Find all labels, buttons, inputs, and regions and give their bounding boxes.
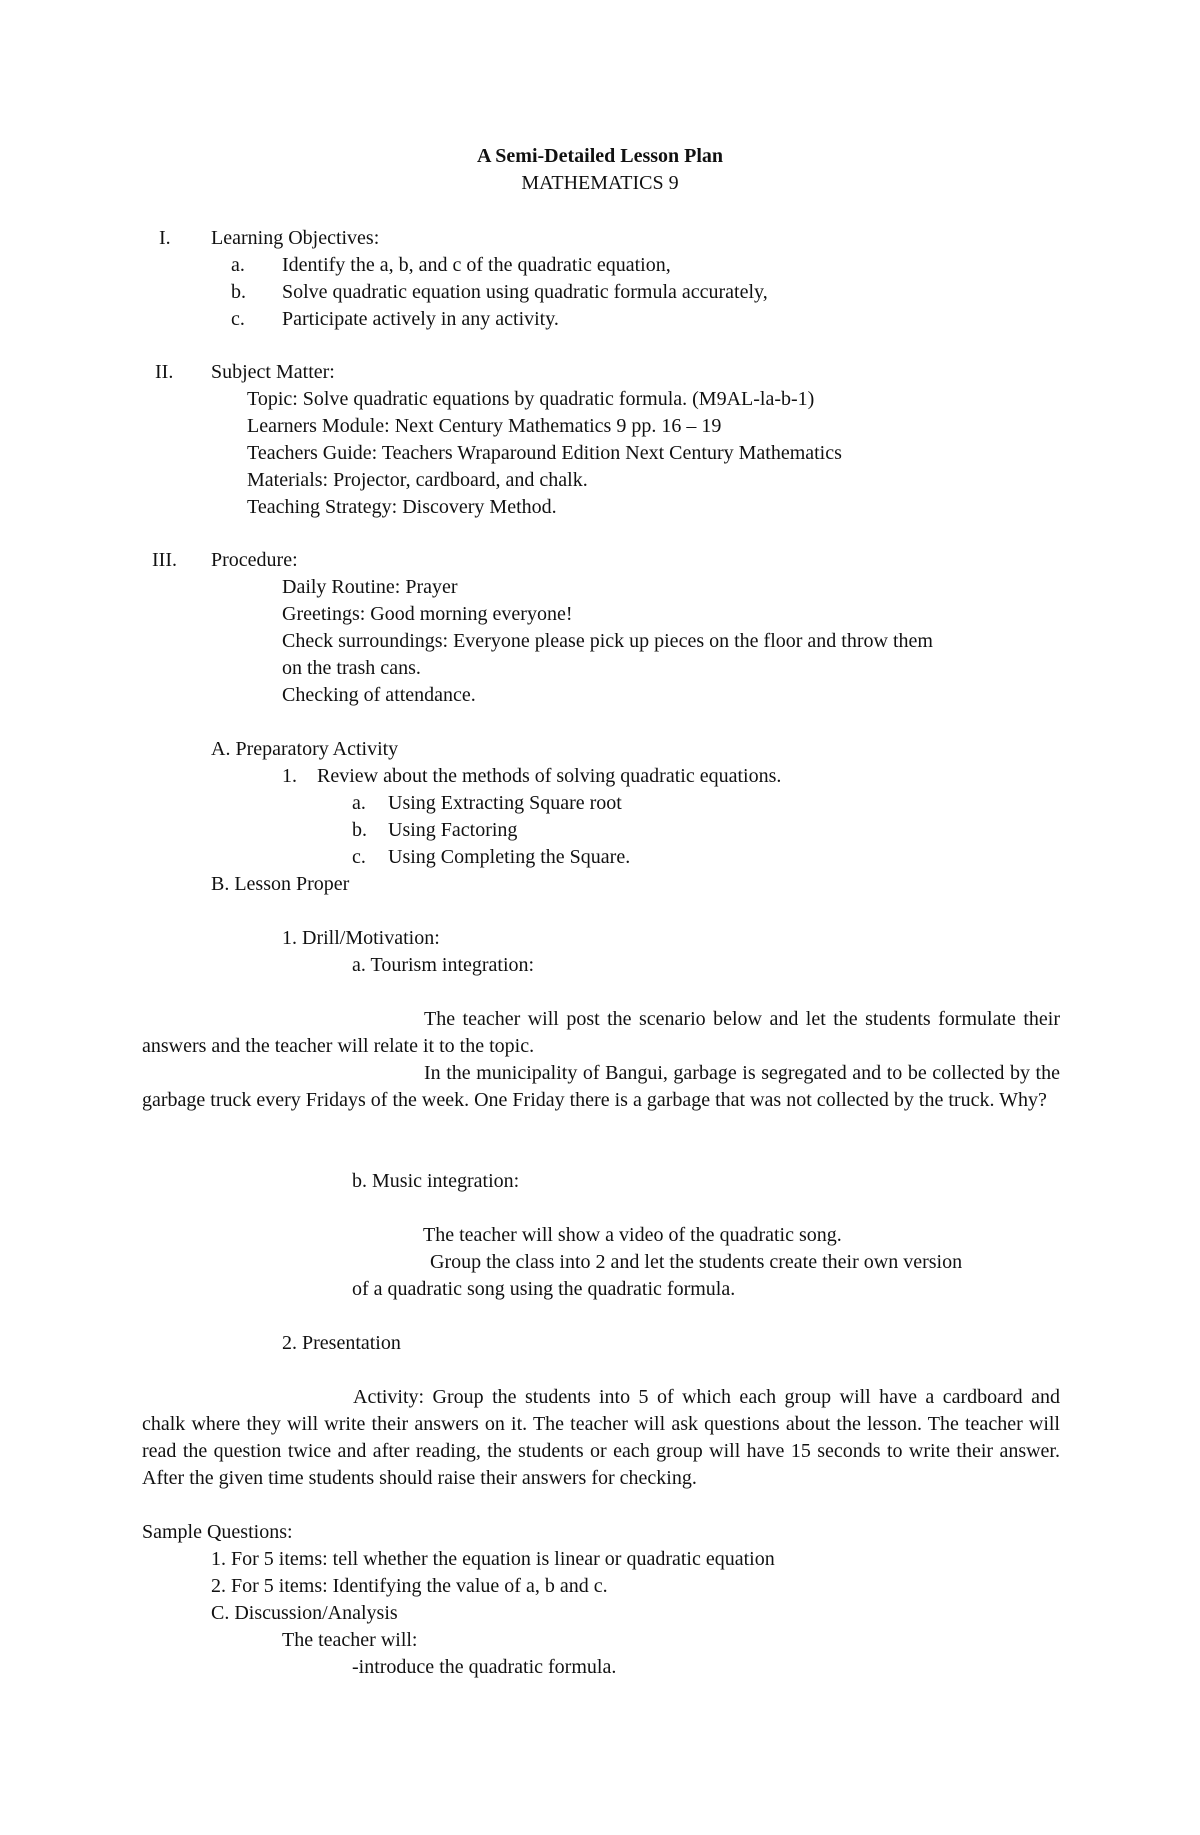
subject-line: Teachers Guide: Teachers Wraparound Edition Next Century Mathematics [247,442,842,464]
section-2-heading: Subject Matter: [211,361,335,383]
section-1-numeral: I. [159,227,171,249]
subject-line: Materials: Projector, cardboard, and chalk. [247,469,588,491]
preparatory-item: Review about the methods of solving quadratic equations. [317,765,782,787]
section-1-heading: Learning Objectives: [211,227,380,249]
section-3-numeral: III. [152,549,177,571]
drill-heading: 1. Drill/Motivation: [282,927,440,949]
routine-line: Checking of attendance. [282,684,476,706]
method-item: Using Completing the Square. [388,846,631,868]
music-line: Group the class into 2 and let the students create their own version [430,1251,963,1273]
document-title: A Semi-Detailed Lesson Plan [476,145,724,167]
presentation-heading: 2. Presentation [282,1332,401,1354]
subject-line: Learners Module: Next Century Mathematics 9 pp. 16 – 19 [247,415,722,437]
lesson-proper-heading: B. Lesson Proper [211,873,350,895]
tourism-heading: a. Tourism integration: [352,954,535,976]
method-marker: b. [352,819,367,841]
subject-line: Topic: Solve quadratic equations by quadratic formula. (M9AL-la-b-1) [247,388,815,410]
method-item: Using Factoring [388,819,518,841]
section-3-heading: Procedure: [211,549,298,571]
preparatory-heading: A. Preparatory Activity [211,738,399,760]
music-line: The teacher will show a video of the quadratic song. [423,1224,842,1246]
sample-question: 1. For 5 items: tell whether the equation is linear or quadratic equation [211,1548,775,1570]
activity-paragraph: Activity: Group the students into 5 of which each group will have a cardboard and chalk where they will write their answers on it. The teacher will ask questions about the lesson. The teacher will read the question twice and after reading, the students or each group will have 15 seconds to write their answer. After the given time students should raise their answers for checking. [142,1386,1060,1489]
document-subtitle: MATHEMATICS 9 [521,172,679,194]
preparatory-marker: 1. [282,765,297,787]
method-marker: a. [352,792,366,814]
method-item: Using Extracting Square root [388,792,622,814]
objective-marker: b. [231,281,246,303]
objective-marker: c. [231,308,245,330]
routine-line: Greetings: Good morning everyone! [282,603,573,625]
subject-line: Teaching Strategy: Discovery Method. [247,496,557,518]
routine-line: Daily Routine: Prayer [282,576,458,598]
objective-marker: a. [231,254,245,276]
objective-item: Solve quadratic equation using quadratic formula accurately, [282,281,768,303]
tourism-paragraph-1: The teacher will post the scenario below and let the students formulate their answers and the teacher will relate it to the topic. [142,1008,1060,1057]
introduce-formula-line: -introduce the quadratic formula. [352,1656,617,1678]
routine-line: Check surroundings: Everyone please pick up pieces on the floor and throw them [282,630,933,652]
objective-item: Participate actively in any activity. [282,308,559,330]
routine-line: on the trash cans. [282,657,421,679]
method-marker: c. [352,846,366,868]
music-line: of a quadratic song using the quadratic formula. [352,1278,736,1300]
objective-item: Identify the a, b, and c of the quadratic equation, [282,254,671,276]
tourism-paragraph-2: In the municipality of Bangui, garbage is segregated and to be collected by the garbage truck every Fridays of the week. One Friday there is a garbage that was not collected by the truck. Why? [142,1062,1060,1111]
sample-question: 2. For 5 items: Identifying the value of a, b and c. [211,1575,608,1597]
music-heading: b. Music integration: [352,1170,520,1192]
sample-questions-heading: Sample Questions: [142,1521,293,1543]
teacher-will-line: The teacher will: [282,1629,418,1651]
section-2-numeral: II. [155,361,174,383]
discussion-heading: C. Discussion/Analysis [211,1602,398,1624]
